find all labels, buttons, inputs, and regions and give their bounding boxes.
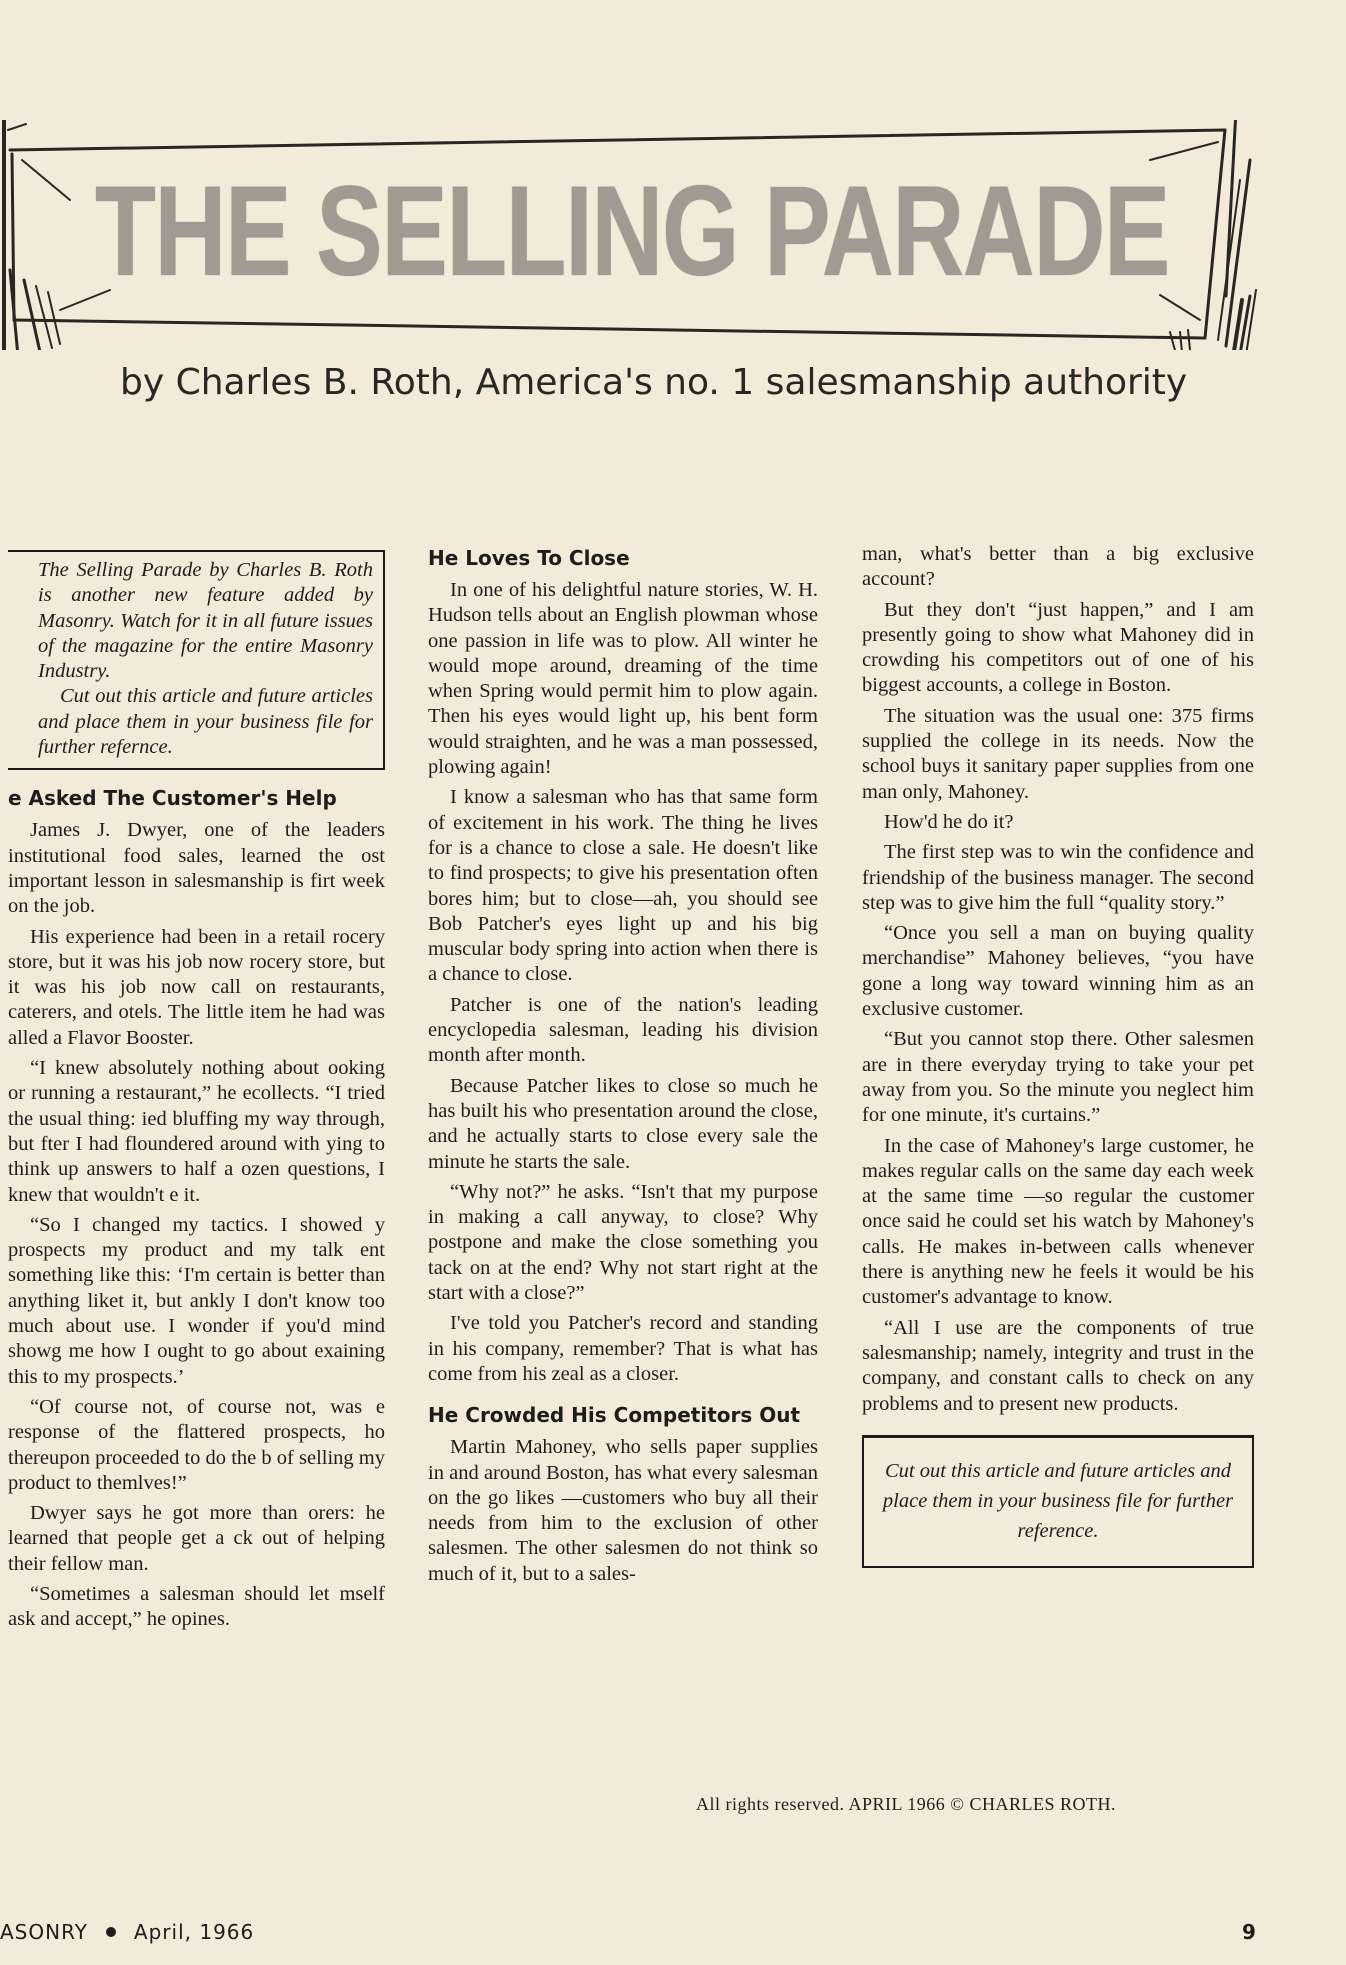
paragraph: James J. Dwyer, one of the leaders institutional food sales, learned the ost important lesson in salesmanship is firt week on the job.: [8, 819, 385, 918]
paragraph: I know a salesman who has that same form of excitement in his work. The thing he lives for is a chance to close a sale. He doesn't like to find prospects; to give his presentation often bores him; but to close—ah, you should see Bob Patcher's eyes light up and his big muscular body spring into action when there is a chance to close.: [428, 786, 818, 986]
paragraph: In one of his delightful nature stories, W. H. Hudson tells about an English plowman whose one passion in life was to plow. All winter he would mope around, dreaming of the time when Spring would permit him to plow again. Then his eyes would light up, his bent form would straighten, and he was a man possessed, plowing again!: [428, 579, 818, 779]
paragraph: man, what's better than a big exclusive account?: [862, 543, 1254, 591]
byline: by Charles B. Roth, America's no. 1 salesmanship authority: [120, 362, 1188, 403]
paragraph: How'd he do it?: [884, 810, 1014, 833]
banner-title: THE SELLING PARADE: [95, 160, 1169, 303]
paragraph: “I knew absolutely nothing about ooking or running a restaurant,” he ecollects. “I tried the usual thing: ied bluffing my way through, but fter I had floundered around with ying to think up answers to half a ozen questions, I knew that wouldn't e it.: [8, 1057, 385, 1206]
page-number: 9: [1242, 1920, 1256, 1944]
section-heading-customers-help: e Asked The Customer's Help: [8, 786, 337, 811]
column-3: [862, 542, 1254, 1568]
paragraph: The situation was the usual one: 375 firms supplied the college in its needs. Now the school buys it sanitary paper supplies from one man only, Mahoney.: [862, 704, 1254, 803]
outro-box: Cut out this article and future articles and place them in your business file for further reference.: [862, 1435, 1254, 1568]
intro-box: [8, 550, 385, 770]
intro-paragraph: Cut out this article and future articles and place them in your business file for further refernce.: [38, 685, 373, 759]
paragraph: “But you cannot stop there. Other salesmen are in there everyday trying to take your pet away from you. So the minute you neglect him for one minute, it's curtains.”: [862, 1028, 1254, 1127]
paragraph: “So I changed my tactics. I showed y prospects my product and my talk ent something like this: ‘I'm certain is better than anything liket it, but ankly I don't know too much about use. I wonder if you'd mind showg me how I ought to go about exaining this to my prospects.’: [8, 1213, 385, 1388]
section-heading-crowded-competitors: He Crowded His Competitors Out: [428, 1403, 801, 1428]
footer-date: April, 1966: [133, 1920, 255, 1944]
paragraph: But they don't “just happen,” and I am presently going to show what Mahoney did in crowding his competitors out of one of his biggest accounts, a college in Boston.: [862, 598, 1254, 697]
section-heading-loves-to-close: He Loves To Close: [428, 546, 630, 570]
footer-left: [0, 1920, 254, 1944]
paragraph: Martin Mahoney, who sells paper supplies in and around Boston, has what every salesman on the go likes —customers who buy all their needs from him to the exclusion of other salesmen. The other salesmen do not think so much of it, but to a sales-: [428, 1436, 818, 1585]
paragraph: “Of course not, of course not, was e response of the flattered prospects, ho thereupon proceeded to do the b of selling my product to themlves!”: [8, 1395, 385, 1494]
bullet-icon: [106, 1927, 116, 1937]
column-2: [428, 542, 818, 1592]
paragraph: I've told you Patcher's record and standing in his company, remember? That is what has come from his zeal as a closer.: [428, 1312, 818, 1385]
rights-notice: All rights reserved. APRIL 1966 © CHARLES ROTH.: [696, 1794, 1116, 1814]
paragraph: In the case of Mahoney's large customer, he makes regular calls on the same day each week at the same time —so regular the customer once said he could set his watch by Mahoney's calls. He makes in-between calls whenever there is anything new he feels it would be his customer's advantage to know.: [862, 1134, 1254, 1309]
paragraph: His experience had been in a retail rocery store, but it was his job now rocery store, but it was his job now call on restaurants, caterers, and otels. The little item he had was alled a Flavor Booster.: [8, 925, 385, 1049]
footer-magazine-name: ASONRY: [0, 1920, 88, 1944]
paragraph: “Why not?” he asks. “Isn't that my purpose in making a call anyway, to close? Why postpone and make the close something you tack on at the end? Why not start right at the start with a close?”: [428, 1180, 818, 1305]
paragraph: “Once you sell a man on buying quality merchandise” Mahoney believes, “you have gone a long way toward winning him as an exclusive customer.: [862, 922, 1254, 1021]
paragraph: The first step was to win the confidence and friendship of the business manager. The second step was to give him the full “quality story.”: [862, 841, 1254, 914]
paragraph: Patcher is one of the nation's leading encyclopedia salesman, leading his division month after month.: [428, 993, 818, 1067]
paragraph: Dwyer says he got more than orers: he learned that people get a ck out of helping their fellow man.: [8, 1502, 385, 1575]
column-1: [0, 550, 385, 1638]
paragraph: “Sometimes a salesman should let mself ask and accept,” he opines.: [8, 1582, 385, 1631]
paragraph: Because Patcher likes to close so much he has built his who presentation around the close, and he actually starts to close every sale the minute he starts the sale.: [428, 1074, 818, 1173]
paragraph: “All I use are the components of true salesmanship; namely, integrity and trust in the company, and constant calls to check on any problems and to present new products.: [862, 1316, 1254, 1415]
intro-paragraph: The Selling Parade by Charles B. Roth is another new feature added by Masonry. Watch for it in all future issues of the magazine for the entire Masonry Industry.: [38, 559, 373, 683]
